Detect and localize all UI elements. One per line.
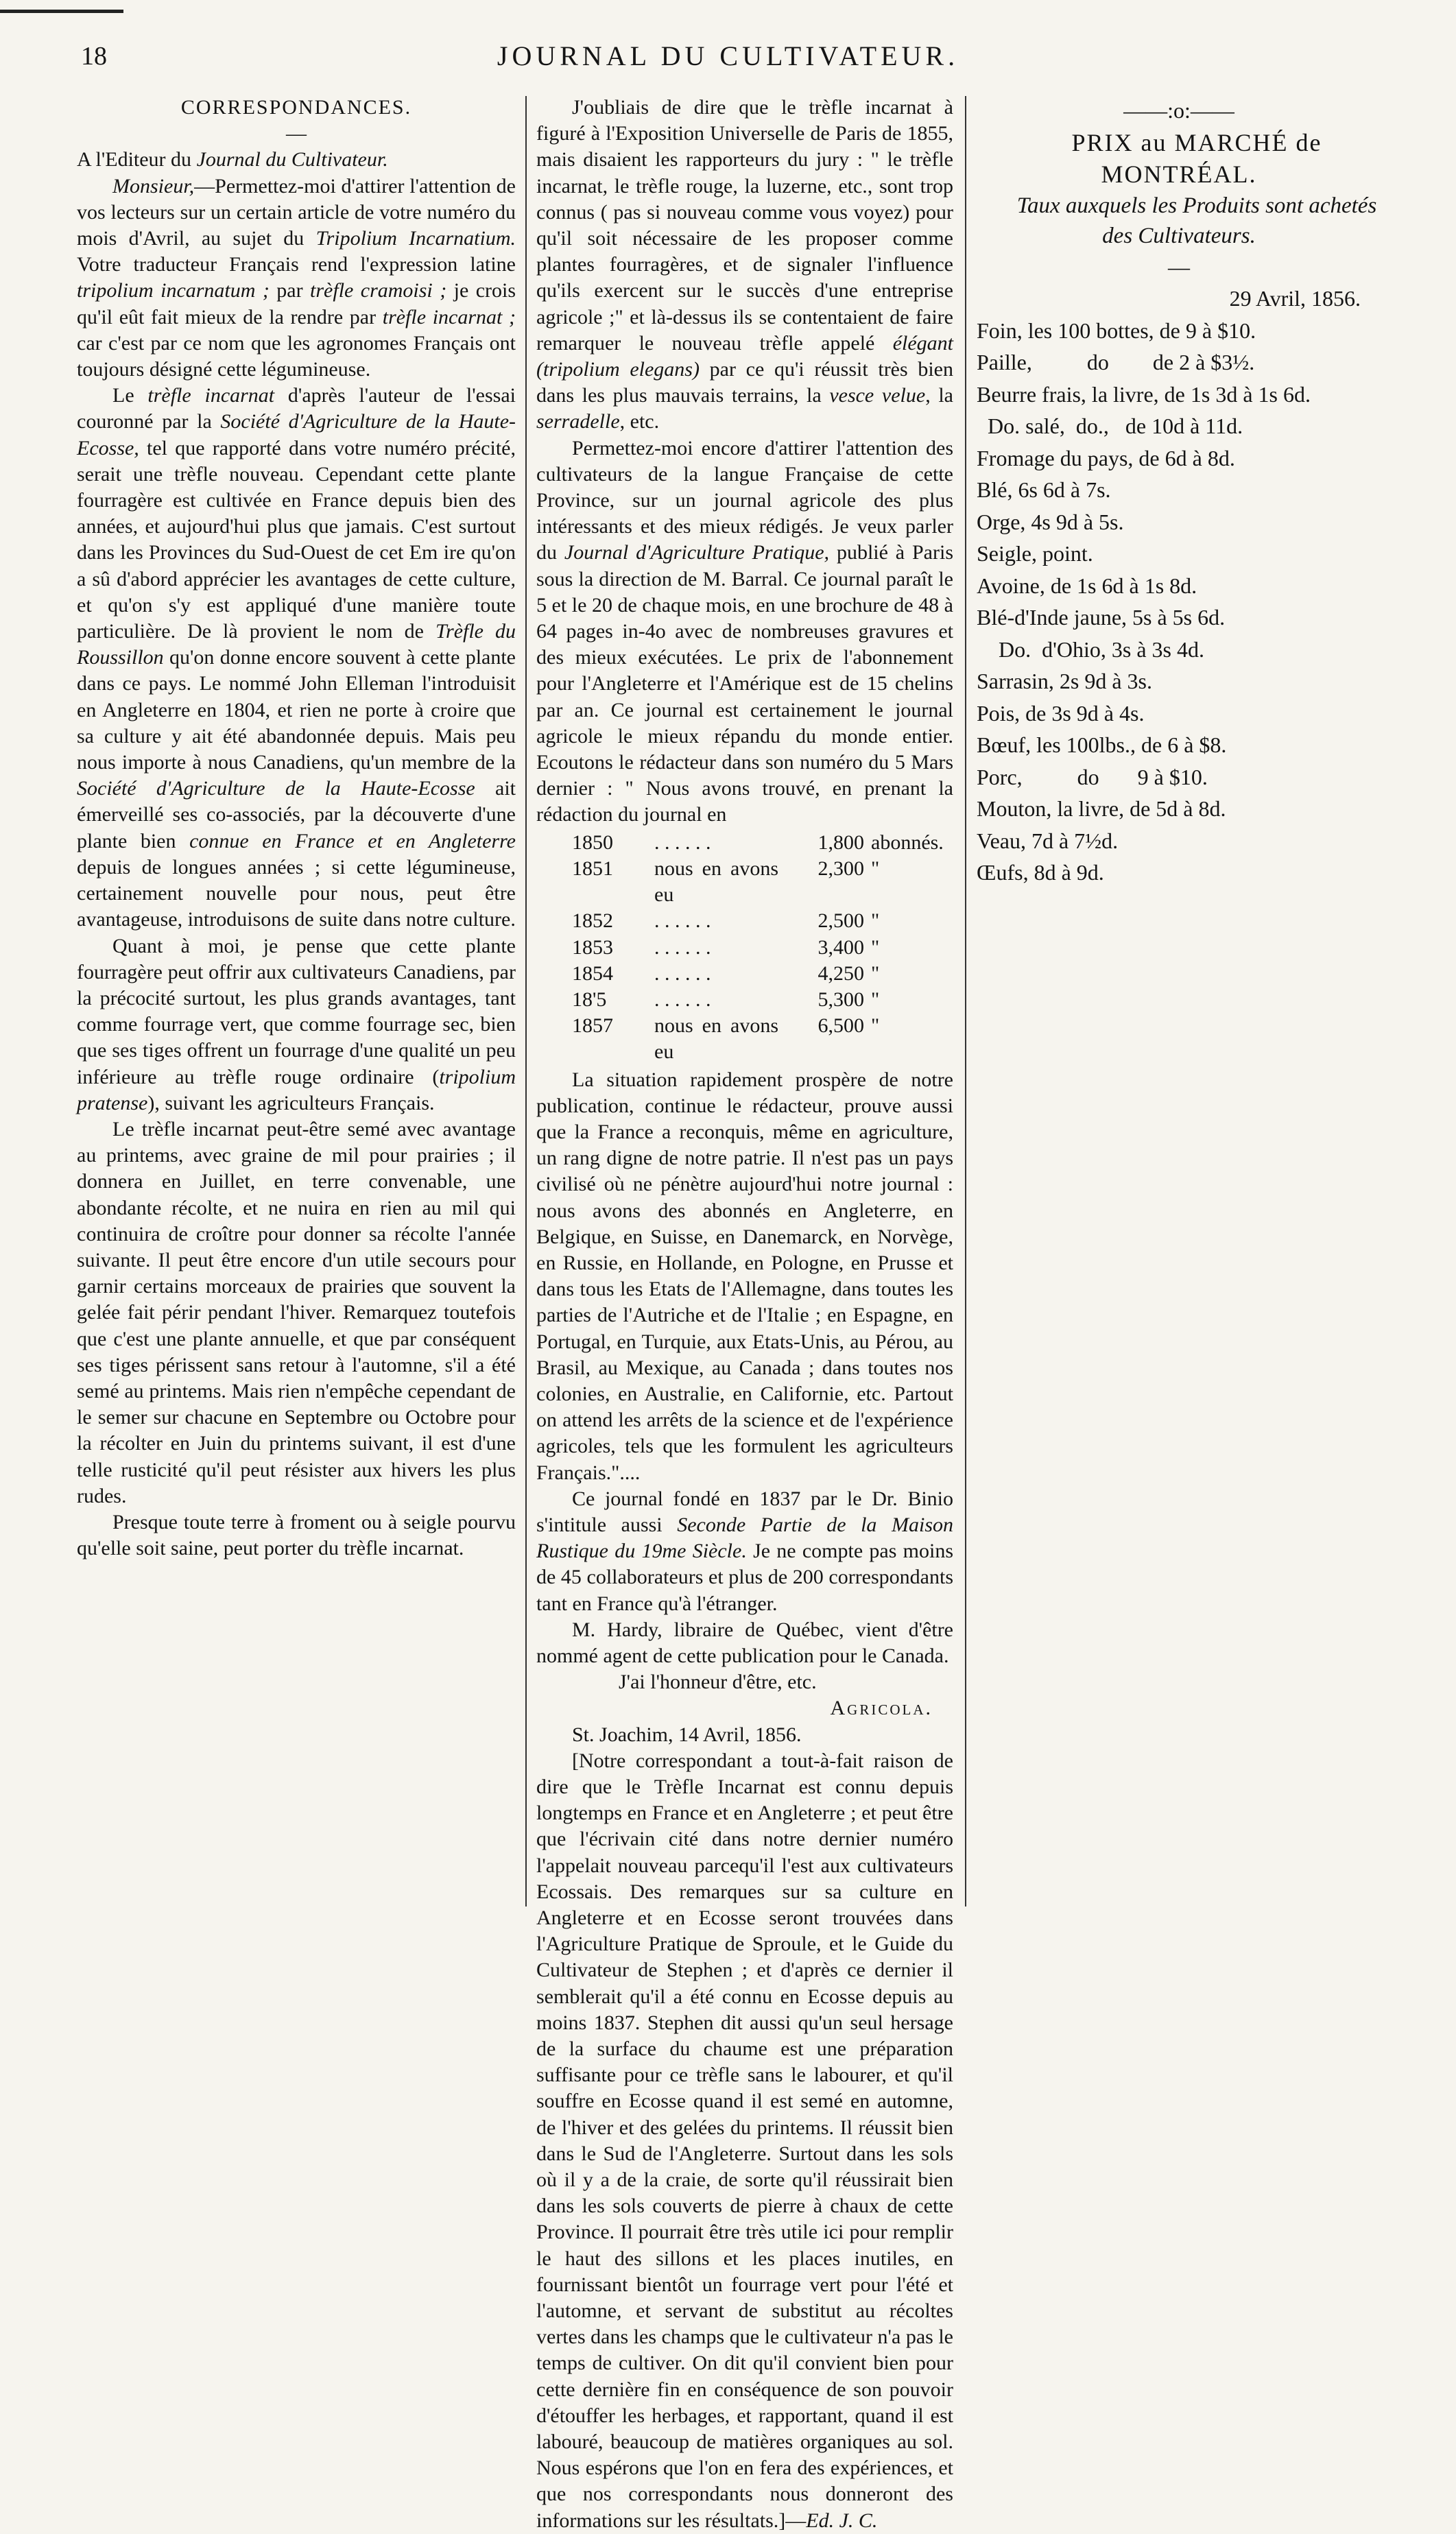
letter-paragraph: Le trèfle incarnat d'après l'auteur de l'essai couronné par la Société d'Agriculture de la Haute-Ecosse, tel que rapporté dans votre numéro précité, serait une trèfle nouveau. Cependant cette plante fourragère est cultivée en France depuis bien des années, et aujourd'hui plus que jamais. C'est surtout dans les Provinces du Sud-Ouest de cet Em ire qu'on a sû d'abord apprécier les avantages de cette culture, et qu'on s'y est appliqué d'une manière toute particulière. De là provient le nom de Trèfle du Roussillon qu'on donne encore souvent à cette plante dans ce pays. Le nommé John Elleman l'introduisit en Angleterre en 1804, et rien ne porte à croire que sa culture y ait été abandonnée depuis. Mais peu nous importe à nous Canadiens, qu'un membre de la Société d'Agriculture de la Haute-Ecosse ait émerveillé ses co-associés, par la découverte d'une plante bien connue en France et en Angleterre depuis de longues années ; si cette légumineuse, certainement nouvelle pour nous, peut être avantageuse, introduisons de suite dans notre culture.: [77, 384, 516, 931]
letter-paragraph: Monsieur,—Permettez-moi d'attirer l'attention de vos lecteurs sur un certain article de votre numéro du mois d'Avril, au sujet du Tripolium Incarnatium. Votre traducteur Français rend l'expression latine tripolium incarnatum ; par trèfle cramoisi ; je crois qu'il eût fait mieux de la rendre par trèfle incarnat ; car c'est par ce nom que les agronomes Français ont toujours désigné cette légumineuse.: [77, 174, 516, 381]
price-item: Blé-d'Inde jaune, 5s à 5s 6d.: [977, 605, 1226, 630]
column-3: [977, 95, 1381, 889]
letter-paragraph: Permettez-moi encore d'attirer l'attention des cultivateurs de la langue Française de cette Province, sur un journal agricole des plus intéressants et des mieux rédigés. Je veux parler du Journal d'Agriculture Pratique, publié à Paris sous la direction de M. Barral. Ce journal paraît le 5 et le 20 de chaque mois, en une brochure de 48 à 64 pages in-4o avec de nombreuses gravures et des mieux exécutées. Le prix de l'abonnement pour l'Angleterre et l'Amérique est de 15 chelins par an. Ce journal est certainement le journal agricole le mieux répandu du monde entier. Ecoutons le rédacteur dans son numéro du 5 Mars dernier : " Nous avons trouvé, en prenant la rédaction du journal en: [536, 436, 953, 826]
table-row: 1857 nous en avons eu 6,500 ": [572, 1014, 880, 1064]
price-item: Do. salé, do., de 10d à 11d.: [977, 414, 1243, 438]
price-item: Mouton, la livre, de 5d à 8d.: [977, 796, 1226, 821]
separator: —: [1168, 254, 1190, 279]
price-item: Bœuf, les 100lbs., de 6 à $8.: [977, 732, 1227, 757]
price-item: Orge, 4s 9d à 5s.: [977, 509, 1124, 534]
letter-paragraph: Quant à moi, je pense que cette plante fourragère peut offrir aux cultivateurs Canadiens, par la précocité surtout, les plus grands avantages, tant comme fourrage vert, que comme fourrage sec, bien que ses tiges offrent un fourrage d'une qualité un peu inférieure au trèfle rouge ordinaire (tripolium pratense), suivant les agriculteurs Français.: [77, 934, 516, 1114]
price-item: Paille, do de 2 à $3½.: [977, 350, 1255, 374]
subscriber-table: [572, 830, 953, 1066]
price-item: Seigle, point.: [977, 541, 1093, 566]
section-title: CORRESPONDANCES.: [180, 96, 412, 119]
letter-paragraph: La situation rapidement prospère de notre publication, continue le rédacteur, prouve aussi que la France a reconquis, même en agriculture, un rang digne de notre patrie. Il n'est pas un pays civilisé où ne pénètre aujourd'hui notre journal : nous avons des abonnés en Angleterre, en Belgique, en Suisse, en Danemarck, en Norvège, en Russie, en Hollande, en Pologne, en Prusse et dans tous les Etats de l'Allemagne, dans toutes les parties de l'Autriche et de l'Italie ; en Espagne, en Portugal, en Turquie, aux Etats-Unis, au Pérou, au Brasil, au Mexique, au Canada ; dans toutes nos colonies, en Australie, en Californie, etc. Partout on attend les arrêts de la science et de l'expérience agricoles, tels que les formulent les agriculteurs Français."....: [536, 1068, 953, 1484]
price-list: [977, 315, 1381, 889]
price-item: Foin, les 100 bottes, de 9 à $10.: [977, 318, 1256, 343]
price-item: Porc, do 9 à $10.: [977, 764, 1208, 789]
letter-paragraph: Ce journal fondé en 1837 par le Dr. Binio s'intitule aussi Seconde Partie de la Maison Rustique du 19me Siècle. Je ne compte pas moins de 45 collaborateurs et plus de 200 correspondants tant en France qu'à l'étranger.: [536, 1487, 953, 1615]
letter-signature: Agricola.: [830, 1697, 933, 1720]
letter-address: A l'Editeur du Journal du Cultivateur.: [77, 148, 388, 171]
price-item: Avoine, de 1s 6d à 1s 8d.: [977, 573, 1197, 598]
ornament-divider: ——:o:——: [1123, 98, 1234, 123]
letter-paragraph: M. Hardy, libraire de Québec, vient d'être nommé agent de cette publication pour le Canada.: [536, 1618, 953, 1667]
separator: —: [286, 122, 307, 145]
price-item: Blé, 6s 6d à 7s.: [977, 477, 1111, 502]
column-2: [536, 95, 953, 2534]
page-number: 18: [81, 42, 107, 71]
price-item: Fromage du pays, de 6d à 8d.: [977, 445, 1235, 470]
market-date: 29 Avril, 1856.: [1229, 286, 1361, 311]
price-item: Beurre frais, la livre, de 1s 3d à 1s 6d.: [977, 381, 1311, 407]
table-row: 1853 . . . . . . 3,400 ": [572, 935, 880, 959]
column-divider: [525, 96, 527, 1907]
price-item: Do. d'Ohio, 3s à 3s 4d.: [977, 636, 1204, 662]
table-row: 1850 . . . . . . 1,800 abonnés.: [572, 830, 944, 854]
table-row: 1854 . . . . . . 4,250 ": [572, 961, 880, 985]
column-1: [77, 95, 516, 1562]
price-item: Sarrasin, 2s 9d à 3s.: [977, 669, 1152, 693]
market-title: PRIX au MARCHÉ de MONTRÉAL.: [1071, 128, 1322, 188]
table-row: 1852 . . . . . . 2,500 ": [572, 909, 880, 933]
letter-paragraph: Le trèfle incarnat peut-être semé avec avantage au printems, avec graine de mil pour prairies ; il donnera en Juillet, en terre convenable, une abondante récolte, et ne nuira en rien au mil qui continuira de croître pour donner sa récolte l'année suivante. Il peut être encore d'un utile secours pour garnir certains morceaux de prairies que souvent la gelée fait périr pendant l'hiver. Remarquez toutefois que c'est une plante annuelle, et que par conséquent ses tiges périssent sans retour à l'automne, s'il a été semé au printems. Mais rien n'empêche cependant de le semer sur chacune en Septembre ou Octobre pour la récolter en Juin du printems suivant, il est d'une telle rusticité qu'il peut résister aux hivers les plus rudes.: [77, 1117, 516, 1507]
letter-closing: J'ai l'honneur d'être, etc.: [619, 1671, 817, 1694]
letter-place-date: St. Joachim, 14 Avril, 1856.: [572, 1723, 802, 1746]
price-item: Veau, 7d à 7½d.: [977, 828, 1119, 853]
price-item: Pois, de 3s 9d à 4s.: [977, 700, 1145, 726]
market-subtitle: Taux auxquels les Produits sont achetés des Cultivateurs.: [1016, 193, 1377, 248]
table-row: 1851 nous en avons eu 2,300 ": [572, 857, 880, 907]
running-title: JOURNAL DU CULTIVATEUR.: [497, 40, 959, 71]
price-item: Œufs, 8d à 9d.: [977, 860, 1104, 885]
column-divider: [965, 96, 966, 1907]
editor-note: [Notre correspondant a tout-à-fait raison de dire que le Trèfle Incarnat est connu depuis longtemps en France et en Angleterre ; et peut être que l'écrivain cité dans notre dernier numéro l'appelait nouveau parcequ'il l'est aux cultivateurs Ecossais. Des remarques sur sa culture en Angleterre et en Ecosse seront trouvées dans l'Agriculture Pratique de Sproule, et le Guide du Cultivateur de Stephen ; et d'après ce dernier il semblerait qu'il a été connu en Ecosse depuis au moins 1837. Stephen dit aussi qu'un seul hersage de la surface du chaume est une préparation suffisante pour ce trèfle sans le labourer, et qu'il souffre en Ecosse quand il est semé en automne, de l'hiver et des gelées du printems. Il réussit bien dans le Sud de l'Angleterre. Surtout dans les sols où il y a de la craie, de sorte qu'il réussirait bien dans les sols couverts de pierre à chaux de cette Province. Il pourrait être très utile ici pour remplir le haut des sillons et les places inutiles, en fournissant bientôt un fourrage vert pour l'été et l'automne, et servant de substitut au récoltes vertes dans les champs que le cultivateur n'a pas le temps de cultiver. On dit qu'il convient bien pour cette dernière fin en conséquence de son pouvoir d'étouffer les herbages, et rapportant, quand il est labouré, beaucoup de matières organiques au sol. Nous espérons que l'on en fera des expériences, et que nos correspondants nous donneront des informations sur les résultats.]—Ed. J. C.: [536, 1749, 953, 2532]
letter-paragraph: J'oubliais de dire que le trèfle incarnat à figuré à l'Exposition Universelle de Paris de 1855, mais disaient les rapporteurs du jury : " le trèfle incarnat, le trèfle rouge, la luzerne, etc., sont trop connus ( pas si nouveau comme vous voyez) pour qu'il soit nécessaire de les proposer comme plantes fourragères, et de signaler l'influence qu'ils exercent sur le succès d'une entreprise agricole ;" et là-dessus ils se contentaient de faire remarquer le nouveau trèfle appelé élégant (tripolium elegans) par ce qu'i réussit très bien dans les plus mauvais terrains, la vesce velue, la serradelle, etc.: [536, 96, 953, 433]
table-row: 18'5 . . . . . . 5,300 ": [572, 988, 880, 1011]
letter-paragraph: Presque toute terre à froment ou à seigle pourvu qu'elle soit saine, peut porter du trèfle incarnat.: [77, 1510, 516, 1560]
top-rule: [0, 10, 123, 13]
